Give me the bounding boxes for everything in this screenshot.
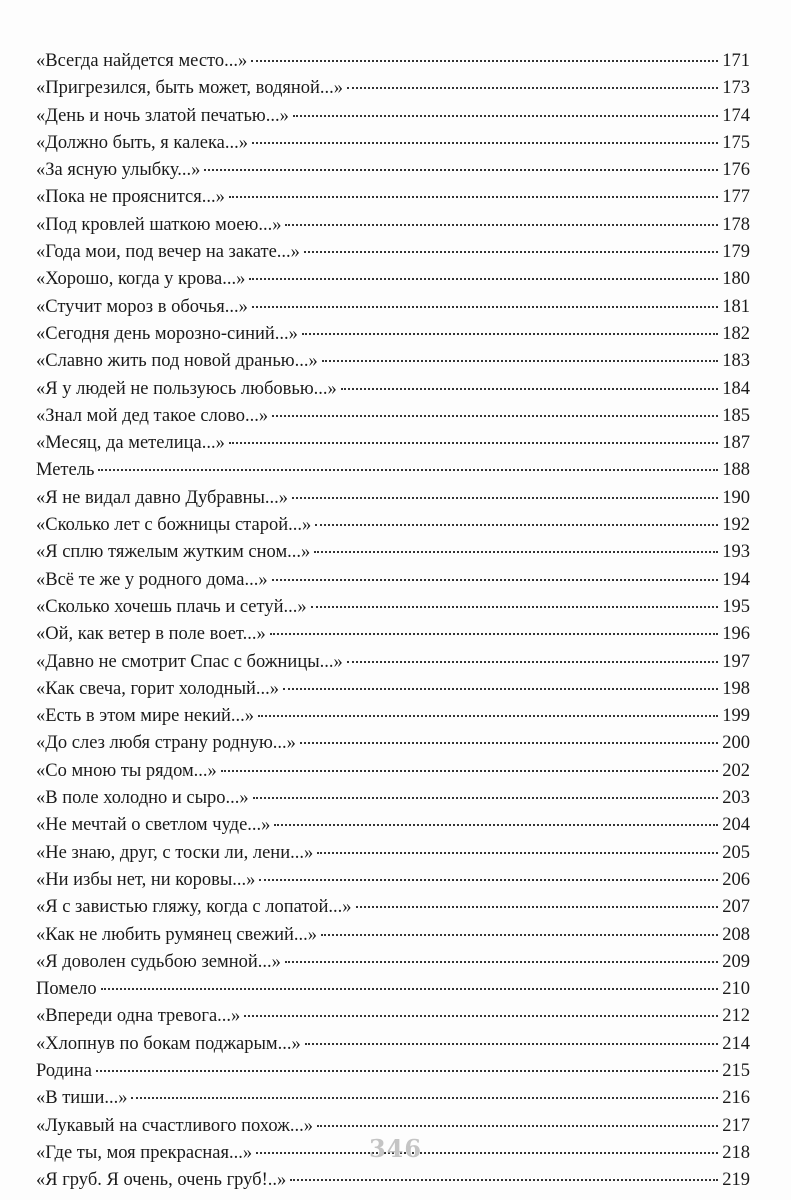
toc-entry <box>36 1003 750 1030</box>
toc-entry-title: «Года мои, под вечер на закате...» <box>36 242 300 263</box>
toc-entry <box>36 567 750 594</box>
toc-entry-page: 188 <box>722 460 750 481</box>
toc-entry-title: «Впереди одна тревога...» <box>36 1006 241 1027</box>
toc-entry-page: 171 <box>722 51 750 71</box>
toc-entry-page: 176 <box>722 160 750 181</box>
dot-leader <box>311 606 719 608</box>
toc-entry-title: «Славно жить под новой дранью...» <box>36 351 318 372</box>
dot-leader <box>131 1097 718 1099</box>
dot-leader <box>285 224 718 226</box>
toc-entry-page: 217 <box>722 1115 750 1136</box>
dot-leader <box>341 388 718 390</box>
dot-leader <box>251 60 718 62</box>
toc-entry-title: «Ни избы нет, ни коровы...» <box>36 869 256 890</box>
toc-entry-title: «До слез любя страну родную...» <box>36 733 296 754</box>
toc-entry <box>36 730 750 757</box>
toc-entry-title: «Хорошо, когда у крова...» <box>36 269 246 290</box>
toc-entry-title: «Сколько лет с божницы старой...» <box>36 515 312 536</box>
toc-entry <box>36 1085 750 1112</box>
toc-entry-title: «Ой, как ветер в поле воет...» <box>36 624 266 645</box>
toc-entry <box>36 539 750 566</box>
toc-entry-page: 206 <box>722 869 750 890</box>
toc-entry-page: 216 <box>722 1088 750 1109</box>
toc-entry <box>36 294 750 321</box>
dot-leader <box>98 469 718 471</box>
toc-entry-page: 195 <box>722 596 750 617</box>
toc-entry-page: 194 <box>722 569 750 590</box>
toc-entry-page: 199 <box>722 706 750 727</box>
dot-leader <box>253 797 719 799</box>
dot-leader <box>272 579 719 581</box>
toc-entry-title: «Стучит мороз в обочья...» <box>36 296 248 317</box>
toc-entry-title: «За ясную улыбку...» <box>36 160 201 181</box>
toc-entry-page: 185 <box>722 405 750 426</box>
toc-entry <box>36 785 750 812</box>
toc-entry <box>36 976 750 1003</box>
toc-entry-title: «День и ночь златой печатью...» <box>36 105 289 126</box>
dot-leader <box>252 306 718 308</box>
toc-entry <box>36 758 750 785</box>
toc-entry-title: «Я не видал давно Дубравны...» <box>36 487 289 508</box>
toc-entry-title: «Всегда найдется место...» <box>36 51 248 71</box>
toc-entry-page: 212 <box>722 1006 750 1027</box>
dot-leader <box>252 142 718 144</box>
toc-entry-title: «Должно быть, я калека...» <box>36 132 248 153</box>
toc-entry-title: «Я доволен судьбою земной...» <box>36 951 281 972</box>
toc-entry <box>36 403 750 430</box>
toc-entry <box>36 130 750 157</box>
toc-entry-page: 192 <box>722 515 750 536</box>
dot-leader <box>347 87 718 89</box>
toc-entry <box>36 840 750 867</box>
dot-leader <box>304 251 718 253</box>
toc-entry <box>36 512 750 539</box>
toc-entry-page: 198 <box>722 678 750 699</box>
toc-entry-title: «Месяц, да метелица...» <box>36 433 225 454</box>
toc-entry-page: 175 <box>722 132 750 153</box>
toc-entry-title: «Сколько хочешь плачь и сетуй...» <box>36 596 307 617</box>
toc-entry <box>36 239 750 266</box>
dot-leader <box>292 497 718 499</box>
toc-entry-page: 210 <box>722 979 750 1000</box>
dot-leader <box>314 551 718 553</box>
toc-entry-page: 179 <box>722 242 750 263</box>
toc-entry-title: «Со мною ты рядом...» <box>36 760 217 781</box>
toc-entry-title: Помело <box>36 979 97 1000</box>
page-number: 346 <box>368 1134 423 1163</box>
dot-leader <box>249 278 718 280</box>
toc-entry-title: «Знал мой дед такое слово...» <box>36 405 269 426</box>
toc-entry <box>36 922 750 949</box>
toc-entry-page: 183 <box>722 351 750 372</box>
toc-entry <box>36 1058 750 1085</box>
toc-entry-title: «Не мечтай о светлом чуде...» <box>36 815 271 836</box>
toc-entry <box>36 676 750 703</box>
toc-entry-page: 202 <box>722 760 750 781</box>
toc-entry-page: 197 <box>722 651 750 672</box>
dot-leader <box>285 961 718 963</box>
toc-entry <box>36 894 750 921</box>
toc-entry-page: 219 <box>722 1170 750 1191</box>
toc-entry <box>36 184 750 211</box>
dot-leader <box>96 1070 718 1072</box>
toc-entry-page: 181 <box>722 296 750 317</box>
toc-entry-title: «Я сплю тяжелым жутким сном...» <box>36 542 311 563</box>
toc-entry-title: «Как свеча, горит холодный...» <box>36 678 280 699</box>
dot-leader <box>356 906 719 908</box>
toc-entry <box>36 457 750 484</box>
toc-entry <box>36 321 750 348</box>
toc-entry <box>36 621 750 648</box>
toc-entry-title: «Как не любить румянец свежий...» <box>36 924 318 945</box>
toc-entry-title: «Я у людей не пользуюсь любовью...» <box>36 378 337 399</box>
toc-entry-page: 190 <box>722 487 750 508</box>
toc-entry-title: «Я груб. Я очень, очень груб!..» <box>36 1170 287 1191</box>
dot-leader <box>229 196 718 198</box>
toc-entry-title: «Пригрезился, быть может, водяной...» <box>36 78 344 99</box>
dot-leader <box>293 115 718 117</box>
toc-entry-title: «Я с завистью гляжу, когда с лопатой...» <box>36 897 352 918</box>
toc-entry <box>36 594 750 621</box>
toc-entry-title: «Давно не смотрит Спас с божницы...» <box>36 651 343 672</box>
toc-entry-page: 207 <box>722 897 750 918</box>
dot-leader <box>317 1125 718 1127</box>
toc-entry-title: «Сегодня день морозно-синий...» <box>36 323 298 344</box>
toc-entry <box>36 48 750 75</box>
toc-entry-page: 178 <box>722 214 750 235</box>
toc-entry <box>36 75 750 102</box>
toc-entry-page: 177 <box>722 187 750 208</box>
toc-entry-page: 204 <box>722 815 750 836</box>
toc-entry <box>36 949 750 976</box>
toc-entry-title: «Где ты, моя прекрасная...» <box>36 1142 253 1163</box>
toc-entry-title: Родина <box>36 1060 92 1081</box>
toc-entry-page: 174 <box>722 105 750 126</box>
dot-leader <box>101 988 719 990</box>
dot-leader <box>317 852 718 854</box>
toc-entry <box>36 812 750 839</box>
toc-entry-page: 208 <box>722 924 750 945</box>
dot-leader <box>315 524 718 526</box>
dot-leader <box>347 661 718 663</box>
dot-leader <box>283 688 718 690</box>
toc-entry-page: 180 <box>722 269 750 290</box>
toc-entry <box>36 485 750 512</box>
dot-leader <box>302 333 718 335</box>
toc-entry-page: 193 <box>722 542 750 563</box>
toc-entry <box>36 212 750 239</box>
toc-entry-page: 200 <box>722 733 750 754</box>
dot-leader <box>290 1179 718 1181</box>
toc-entry-title: «Хлопнув по бокам поджарым...» <box>36 1033 301 1054</box>
toc-entry-title: «Всё те же у родного дома...» <box>36 569 268 590</box>
dot-leader <box>274 824 718 826</box>
toc-entry <box>36 649 750 676</box>
toc-entry-title: «Пока не прояснится...» <box>36 187 225 208</box>
toc-entry-page: 196 <box>722 624 750 645</box>
toc-entry-title: «Лукавый на счастливого похож...» <box>36 1115 314 1136</box>
toc-entry-page: 215 <box>722 1060 750 1081</box>
toc-entry-title: «Под кровлей шаткою моею...» <box>36 214 282 235</box>
dot-leader <box>258 715 718 717</box>
toc-entry-title: «Не знаю, друг, с тоски ли, лени...» <box>36 842 314 863</box>
toc-entry <box>36 266 750 293</box>
toc-entry-title: «В поле холодно и сыро...» <box>36 788 249 809</box>
dot-leader <box>221 770 718 772</box>
dot-leader <box>321 934 718 936</box>
toc-entry <box>36 703 750 730</box>
toc-entry-page: 173 <box>722 78 750 99</box>
toc-entry <box>36 430 750 457</box>
toc-entry <box>36 103 750 130</box>
toc-entry <box>36 376 750 403</box>
dot-leader <box>300 742 718 744</box>
table-of-contents <box>36 48 750 1194</box>
dot-leader <box>244 1015 718 1017</box>
toc-entry-page: 182 <box>722 323 750 344</box>
dot-leader <box>259 879 718 881</box>
dot-leader <box>305 1043 719 1045</box>
dot-leader <box>204 169 718 171</box>
dot-leader <box>322 360 719 362</box>
toc-entry-page: 214 <box>722 1033 750 1054</box>
toc-entry-title: «В тиши...» <box>36 1088 128 1109</box>
toc-entry-page: 184 <box>722 378 750 399</box>
dot-leader <box>272 415 718 417</box>
toc-entry <box>36 867 750 894</box>
toc-entry <box>36 1031 750 1058</box>
dot-leader <box>270 633 718 635</box>
toc-entry <box>36 157 750 184</box>
toc-entry-title: «Есть в этом мире некий...» <box>36 706 254 727</box>
toc-entry <box>36 348 750 375</box>
toc-entry-page: 187 <box>722 433 750 454</box>
toc-entry-page: 209 <box>722 951 750 972</box>
toc-entry-page: 218 <box>722 1142 750 1163</box>
toc-entry-page: 203 <box>722 788 750 809</box>
toc-entry <box>36 1167 750 1194</box>
dot-leader <box>229 442 718 444</box>
toc-entry-title: Метель <box>36 460 95 481</box>
toc-entry-page: 205 <box>722 842 750 863</box>
